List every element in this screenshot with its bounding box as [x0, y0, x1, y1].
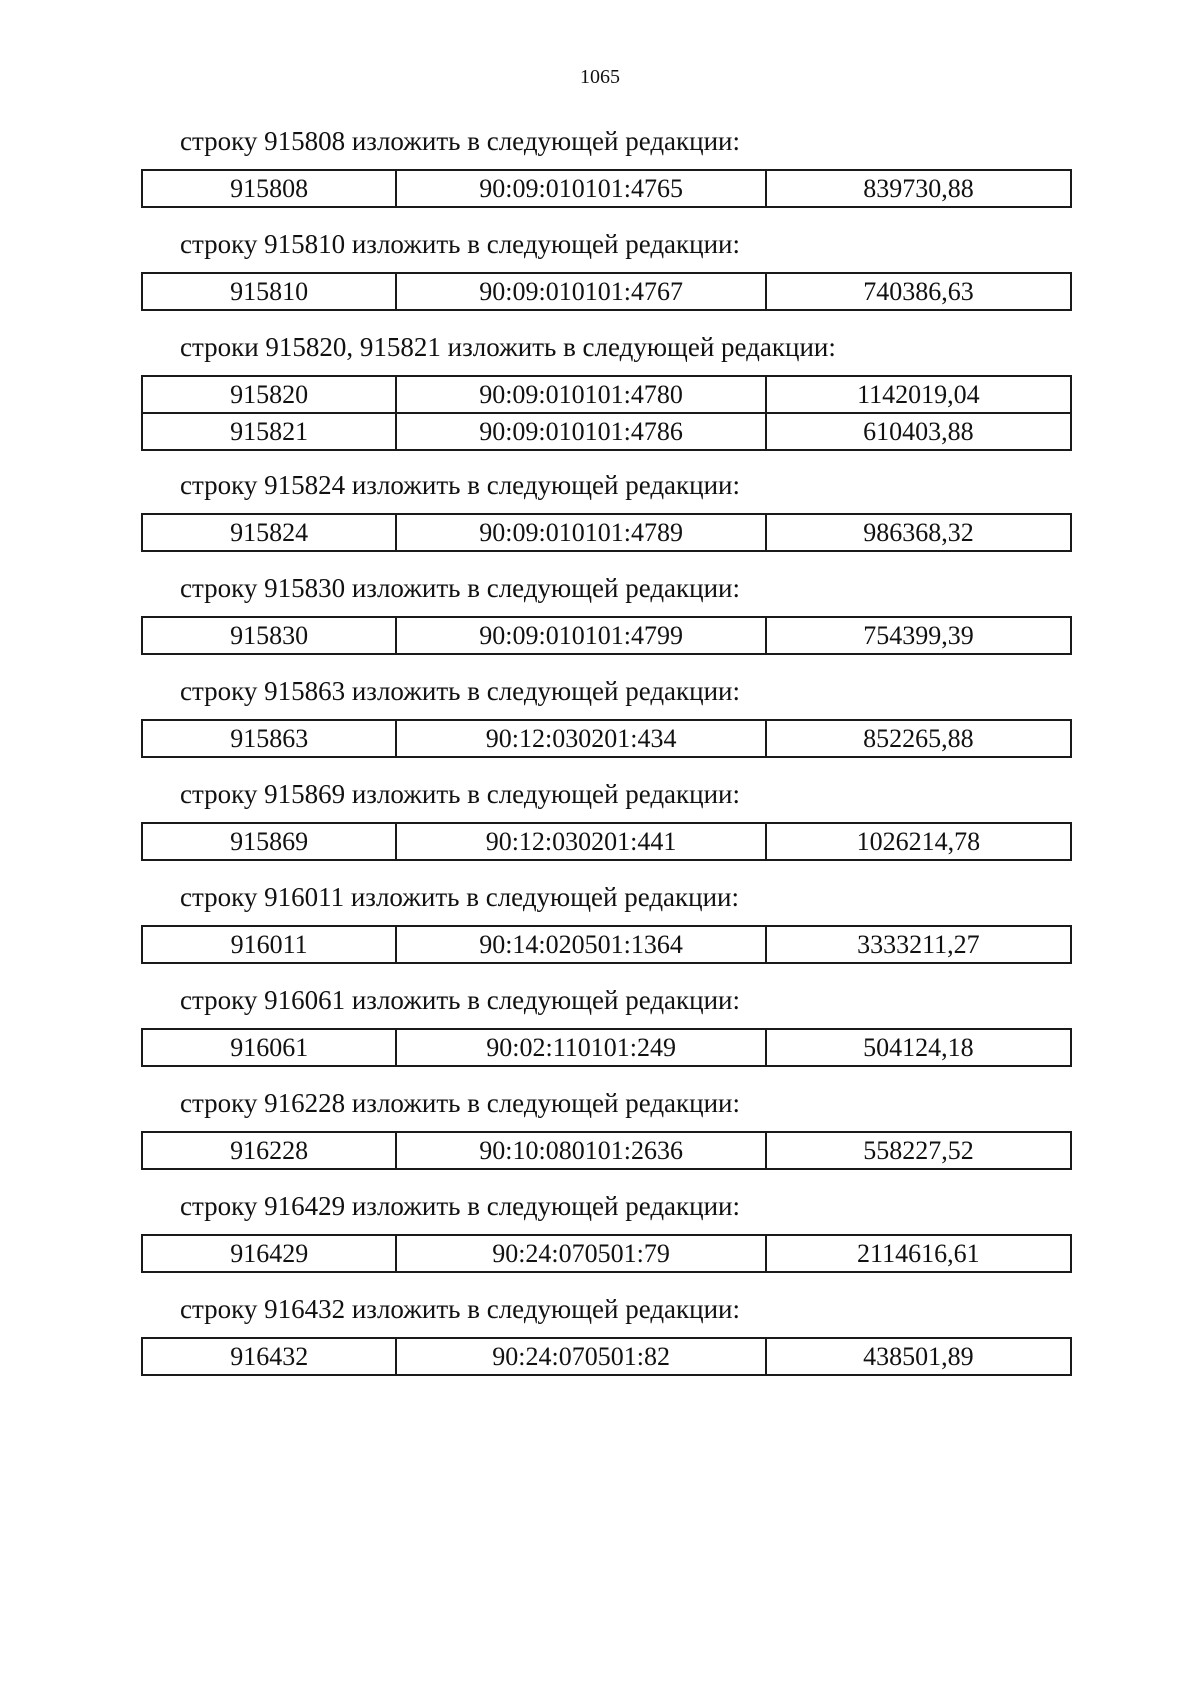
row-number-cell: 916011: [142, 926, 396, 963]
page-number: 1065: [580, 66, 620, 88]
amendment-section: [0, 571, 1200, 674]
cadastral-number-cell: 90:09:010101:4786: [396, 413, 765, 450]
value-cell: 852265,88: [766, 720, 1071, 757]
row-number-cell: 915808: [142, 170, 396, 207]
amendment-section: [0, 983, 1200, 1086]
table-row: [142, 273, 1071, 310]
record-table: [141, 822, 1072, 861]
amendment-instruction: строку 916228 изложить в следующей редакции:: [180, 1088, 741, 1118]
value-cell: 754399,39: [766, 617, 1071, 654]
table-row: [142, 1132, 1071, 1169]
amendment-section: [0, 1292, 1200, 1395]
cadastral-number-cell: 90:12:030201:434: [396, 720, 765, 757]
table-row: [142, 926, 1071, 963]
row-number-cell: 915824: [142, 514, 396, 551]
table-row: [142, 413, 1071, 450]
value-cell: 438501,89: [766, 1338, 1071, 1375]
amendment-instruction: строку 916061 изложить в следующей редакции:: [180, 985, 741, 1015]
row-number-cell: 915821: [142, 413, 396, 450]
amendment-section: [0, 468, 1200, 571]
row-number-cell: 915810: [142, 273, 396, 310]
row-number-cell: 916432: [142, 1338, 396, 1375]
cadastral-number-cell: 90:09:010101:4799: [396, 617, 766, 654]
value-cell: 610403,88: [766, 413, 1071, 450]
amendment-section: [0, 674, 1200, 777]
amendment-instruction: строку 916429 изложить в следующей редакции:: [180, 1191, 741, 1221]
amendment-section: [0, 124, 1200, 227]
table-row: [142, 170, 1071, 207]
record-table: [141, 1131, 1072, 1170]
amendment-instruction: строки 915820, 915821 изложить в следующей редакции:: [180, 332, 836, 362]
record-table: [141, 513, 1072, 552]
cadastral-number-cell: 90:09:010101:4765: [396, 170, 766, 207]
cadastral-number-cell: 90:09:010101:4789: [396, 514, 766, 551]
amendment-instruction: строку 916432 изложить в следующей редакции:: [180, 1294, 741, 1324]
record-table: [141, 169, 1072, 208]
amendment-section: [0, 1189, 1200, 1292]
table-row: [142, 1338, 1071, 1375]
amendment-instruction: строку 915869 изложить в следующей редакции:: [180, 779, 741, 809]
row-number-cell: 915820: [142, 376, 396, 413]
table-row: [142, 376, 1071, 413]
row-number-cell: 915869: [142, 823, 396, 860]
cadastral-number-cell: 90:10:080101:2636: [396, 1132, 766, 1169]
value-cell: 1142019,04: [766, 376, 1071, 413]
record-table: [141, 719, 1072, 758]
row-number-cell: 915863: [142, 720, 396, 757]
table-row: [142, 720, 1071, 757]
record-table: [141, 616, 1072, 655]
value-cell: 986368,32: [766, 514, 1071, 551]
amendment-section: [0, 330, 1200, 468]
row-number-cell: 916061: [142, 1029, 396, 1066]
amendment-section: [0, 777, 1200, 880]
amendment-instruction: строку 915830 изложить в следующей редакции:: [180, 573, 741, 603]
cadastral-number-cell: 90:24:070501:79: [396, 1235, 765, 1272]
table-row: [142, 617, 1071, 654]
table-row: [142, 1029, 1071, 1066]
record-table: [141, 925, 1072, 964]
amendment-section: [0, 880, 1200, 983]
amendment-section: [0, 227, 1200, 330]
cadastral-number-cell: 90:09:010101:4780: [396, 376, 765, 413]
record-table: [141, 1337, 1072, 1376]
amendment-instruction: строку 915824 изложить в следующей редакции:: [180, 470, 741, 500]
cadastral-number-cell: 90:09:010101:4767: [396, 273, 766, 310]
record-table: [141, 1234, 1072, 1273]
table-row: [142, 1235, 1071, 1272]
record-table: [141, 272, 1072, 311]
cadastral-number-cell: 90:14:020501:1364: [396, 926, 765, 963]
cadastral-number-cell: 90:02:110101:249: [396, 1029, 765, 1066]
amendment-instruction: строку 915863 изложить в следующей редакции:: [180, 676, 741, 706]
cadastral-number-cell: 90:12:030201:441: [396, 823, 765, 860]
row-number-cell: 916228: [142, 1132, 396, 1169]
value-cell: 3333211,27: [766, 926, 1071, 963]
row-number-cell: 915830: [142, 617, 396, 654]
amendment-section: [0, 1086, 1200, 1189]
value-cell: 504124,18: [766, 1029, 1071, 1066]
row-number-cell: 916429: [142, 1235, 396, 1272]
table-row: [142, 514, 1071, 551]
value-cell: 1026214,78: [766, 823, 1071, 860]
amendment-instruction: строку 916011 изложить в следующей редакции:: [180, 882, 740, 912]
value-cell: 839730,88: [766, 170, 1071, 207]
table-row: [142, 823, 1071, 860]
cadastral-number-cell: 90:24:070501:82: [396, 1338, 765, 1375]
document-body: [0, 124, 1200, 1395]
value-cell: 740386,63: [766, 273, 1071, 310]
amendment-instruction: строку 915808 изложить в следующей редакции:: [180, 126, 741, 156]
record-table: [141, 1028, 1072, 1067]
record-table: [141, 375, 1072, 451]
amendment-instruction: строку 915810 изложить в следующей редакции:: [180, 229, 741, 259]
value-cell: 2114616,61: [766, 1235, 1071, 1272]
value-cell: 558227,52: [766, 1132, 1071, 1169]
